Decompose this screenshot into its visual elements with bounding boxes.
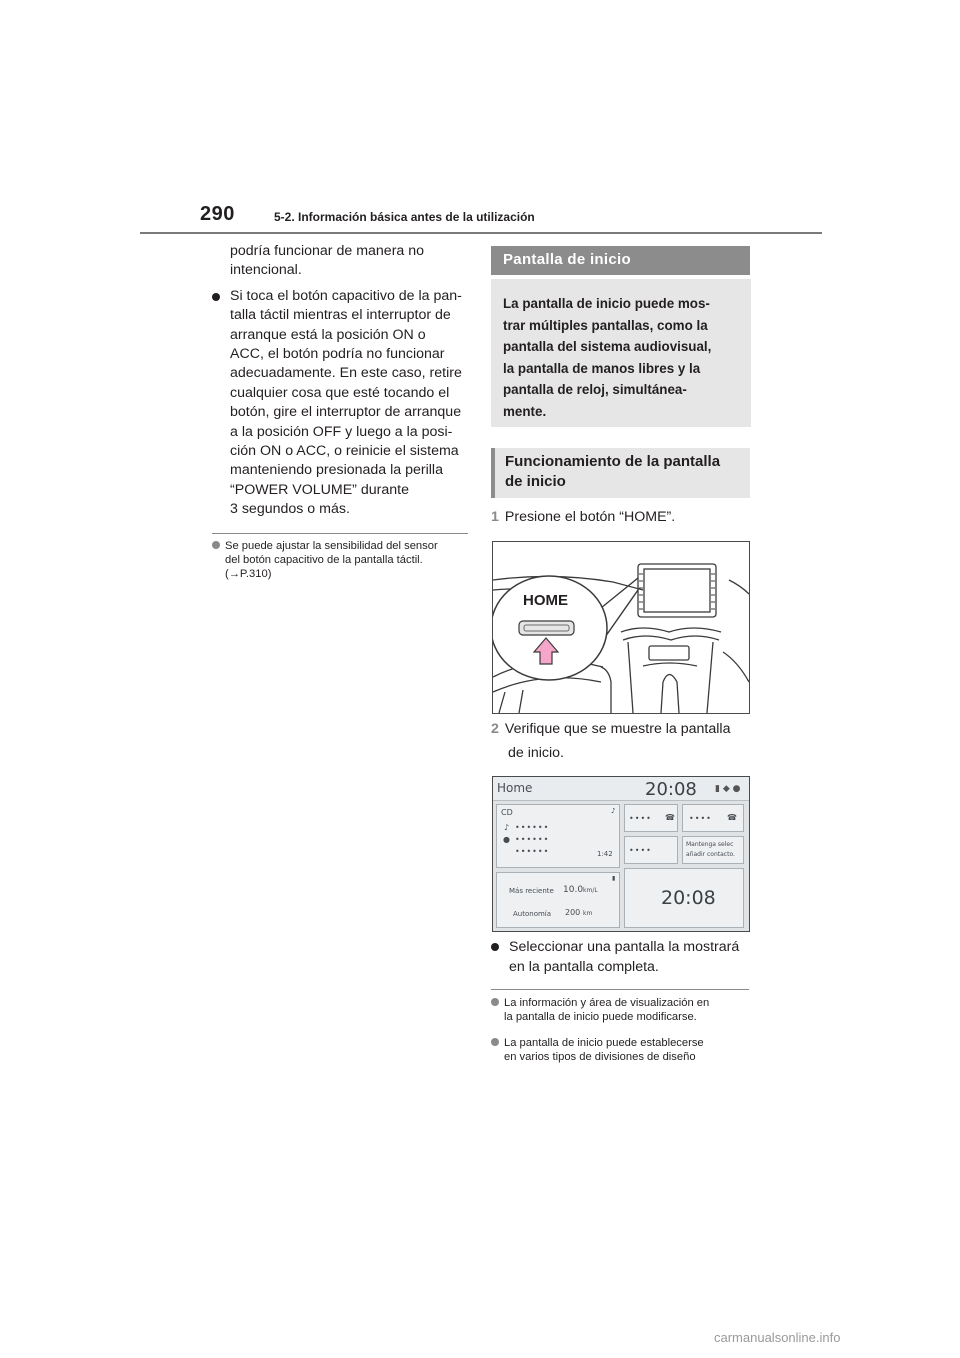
favorite-contact-1[interactable] — [624, 804, 678, 832]
favorite-contact-2[interactable] — [682, 804, 744, 832]
subhead-line: Funcionamiento de la pantalla — [505, 453, 721, 470]
step-number: 1 — [491, 509, 499, 525]
summary-line: la pantalla de manos libres y la — [503, 360, 701, 376]
favorite-contact-3[interactable] — [624, 836, 678, 864]
track-time: 1:42 — [597, 850, 613, 858]
phone-icon: ☎ — [665, 813, 675, 822]
contact-name: •••• — [629, 846, 652, 855]
contact-name: •••• — [689, 814, 712, 823]
add-contact-line: Mantenga selec — [686, 841, 734, 848]
note-layout — [491, 1036, 751, 1064]
note-divider — [212, 533, 468, 534]
recent-label: Más reciente — [509, 887, 554, 895]
dashboard-illustration — [492, 541, 750, 714]
step-2 — [491, 719, 751, 763]
text-line: ción ON o ACC, o reinicie el sistema — [230, 443, 459, 460]
page-reference-link[interactable]: (→P.310) — [225, 568, 272, 580]
summary-line: La pantalla de inicio puede mos- — [503, 296, 710, 311]
summary-box — [491, 279, 751, 427]
signal-icon: ▮ ◆ ● — [715, 784, 741, 794]
clock-panel[interactable] — [624, 868, 744, 928]
fuel-economy-panel[interactable] — [496, 872, 620, 928]
recent-unit: km/L — [583, 887, 598, 894]
text-line: arranque está la posición ON o — [230, 326, 426, 343]
text-line: cualquier cosa que esté tocando el — [230, 384, 450, 401]
home-screen-top-bar — [493, 777, 749, 801]
summary-line: pantalla del sistema audiovisual, — [503, 339, 712, 355]
fuel-icon: ▮ — [612, 875, 616, 882]
dashboard-drawing — [493, 542, 749, 713]
bullet-icon — [491, 943, 499, 951]
home-screen — [493, 777, 749, 931]
step-text: Verifique que se muestre la pantalla — [504, 721, 731, 737]
text-line: manteniendo presionada la perilla — [230, 462, 443, 479]
range-unit: km — [583, 910, 593, 917]
summary-line: pantalla de reloj, simultánea- — [503, 382, 687, 398]
page-number: 290 — [200, 203, 235, 225]
home-button-label: HOME — [523, 592, 568, 609]
text-line: Seleccionar una pantalla la mostrará — [509, 939, 740, 955]
contact-name: •••• — [629, 814, 652, 823]
audio-panel[interactable] — [496, 804, 620, 868]
text-line: a la posición OFF y luego a la posi- — [230, 423, 453, 440]
note-bullet-icon — [491, 998, 499, 1006]
header-rule — [140, 232, 822, 234]
note-line: La pantalla de inicio puede establecerse — [504, 1037, 704, 1049]
note-bullet-icon — [212, 541, 220, 549]
watermark: carmanualsonline.info — [714, 1330, 841, 1345]
music-note-icon: ♪ — [504, 823, 510, 832]
recent-value: 10.0 — [563, 885, 584, 895]
summary-line: mente. — [503, 403, 547, 419]
home-screen-photo — [492, 776, 750, 932]
range-value: 200 — [565, 908, 581, 917]
range-label: Autonomía — [513, 910, 552, 918]
subsection-heading — [491, 448, 750, 498]
note-line: del botón capacitivo de la pantalla táctil. — [225, 554, 423, 566]
text-line: “POWER VOLUME” durante — [230, 481, 409, 498]
subhead-line: de inicio — [505, 473, 566, 490]
left-column — [212, 242, 470, 520]
section-title-bar: Pantalla de inicio — [491, 246, 750, 275]
text-line: intencional. — [230, 262, 302, 279]
note-line: Se puede ajustar la sensibilidad del sensor — [225, 540, 438, 552]
section-title: 5-2. Información básica antes de la utilización — [274, 210, 535, 224]
note-line: La información y área de visualización en — [504, 997, 710, 1009]
text-line: ACC, el botón podría no funcionar — [230, 346, 445, 363]
text-line: adecuadamente. En este caso, retire — [230, 365, 462, 382]
home-screen-title: Home — [497, 781, 533, 795]
summary-line: trar múltiples pantallas, como la — [503, 317, 708, 333]
note-line: en varios tipos de divisiones de diseño — [504, 1051, 696, 1063]
add-contact-panel[interactable] — [682, 836, 744, 864]
text-line: talla táctil mientras el interruptor de — [230, 307, 451, 324]
note-sensitivity — [212, 539, 470, 581]
big-clock: 20:08 — [661, 887, 716, 909]
continued-paragraph — [212, 242, 470, 281]
album-name: •••••• — [515, 847, 550, 856]
step-text: Presione el botón “HOME”. — [504, 509, 676, 525]
bullet-icon — [212, 293, 220, 301]
artist-name: •••••• — [515, 835, 550, 844]
artist-icon: ● — [503, 835, 510, 844]
note-modify — [491, 996, 751, 1024]
music-note-icon: ♪ — [611, 807, 616, 815]
text-line: Si toca el botón capacitivo de la pan- — [230, 287, 462, 304]
note-bullet-icon — [491, 1038, 499, 1046]
note-line: la pantalla de inicio puede modificarse. — [504, 1011, 697, 1023]
audio-source: CD — [501, 808, 513, 817]
add-contact-line: añadir contacto. — [686, 851, 735, 858]
phone-icon: ☎ — [727, 813, 737, 822]
text-line: 3 segundos o más. — [230, 501, 350, 518]
track-title: •••••• — [515, 823, 550, 832]
note-divider — [491, 989, 749, 990]
bullet-select-screen — [491, 937, 751, 977]
text-line: podría funcionar de manera no — [230, 243, 425, 259]
step-number: 2 — [491, 721, 499, 737]
step-text-cont: de inicio. — [508, 745, 564, 761]
bullet-capacitive-button — [212, 287, 470, 520]
step-1 — [491, 507, 751, 527]
status-clock: 20:08 — [645, 779, 697, 800]
text-line: botón, gire el interruptor de arranque — [230, 404, 462, 421]
text-line: en la pantalla completa. — [509, 959, 659, 975]
